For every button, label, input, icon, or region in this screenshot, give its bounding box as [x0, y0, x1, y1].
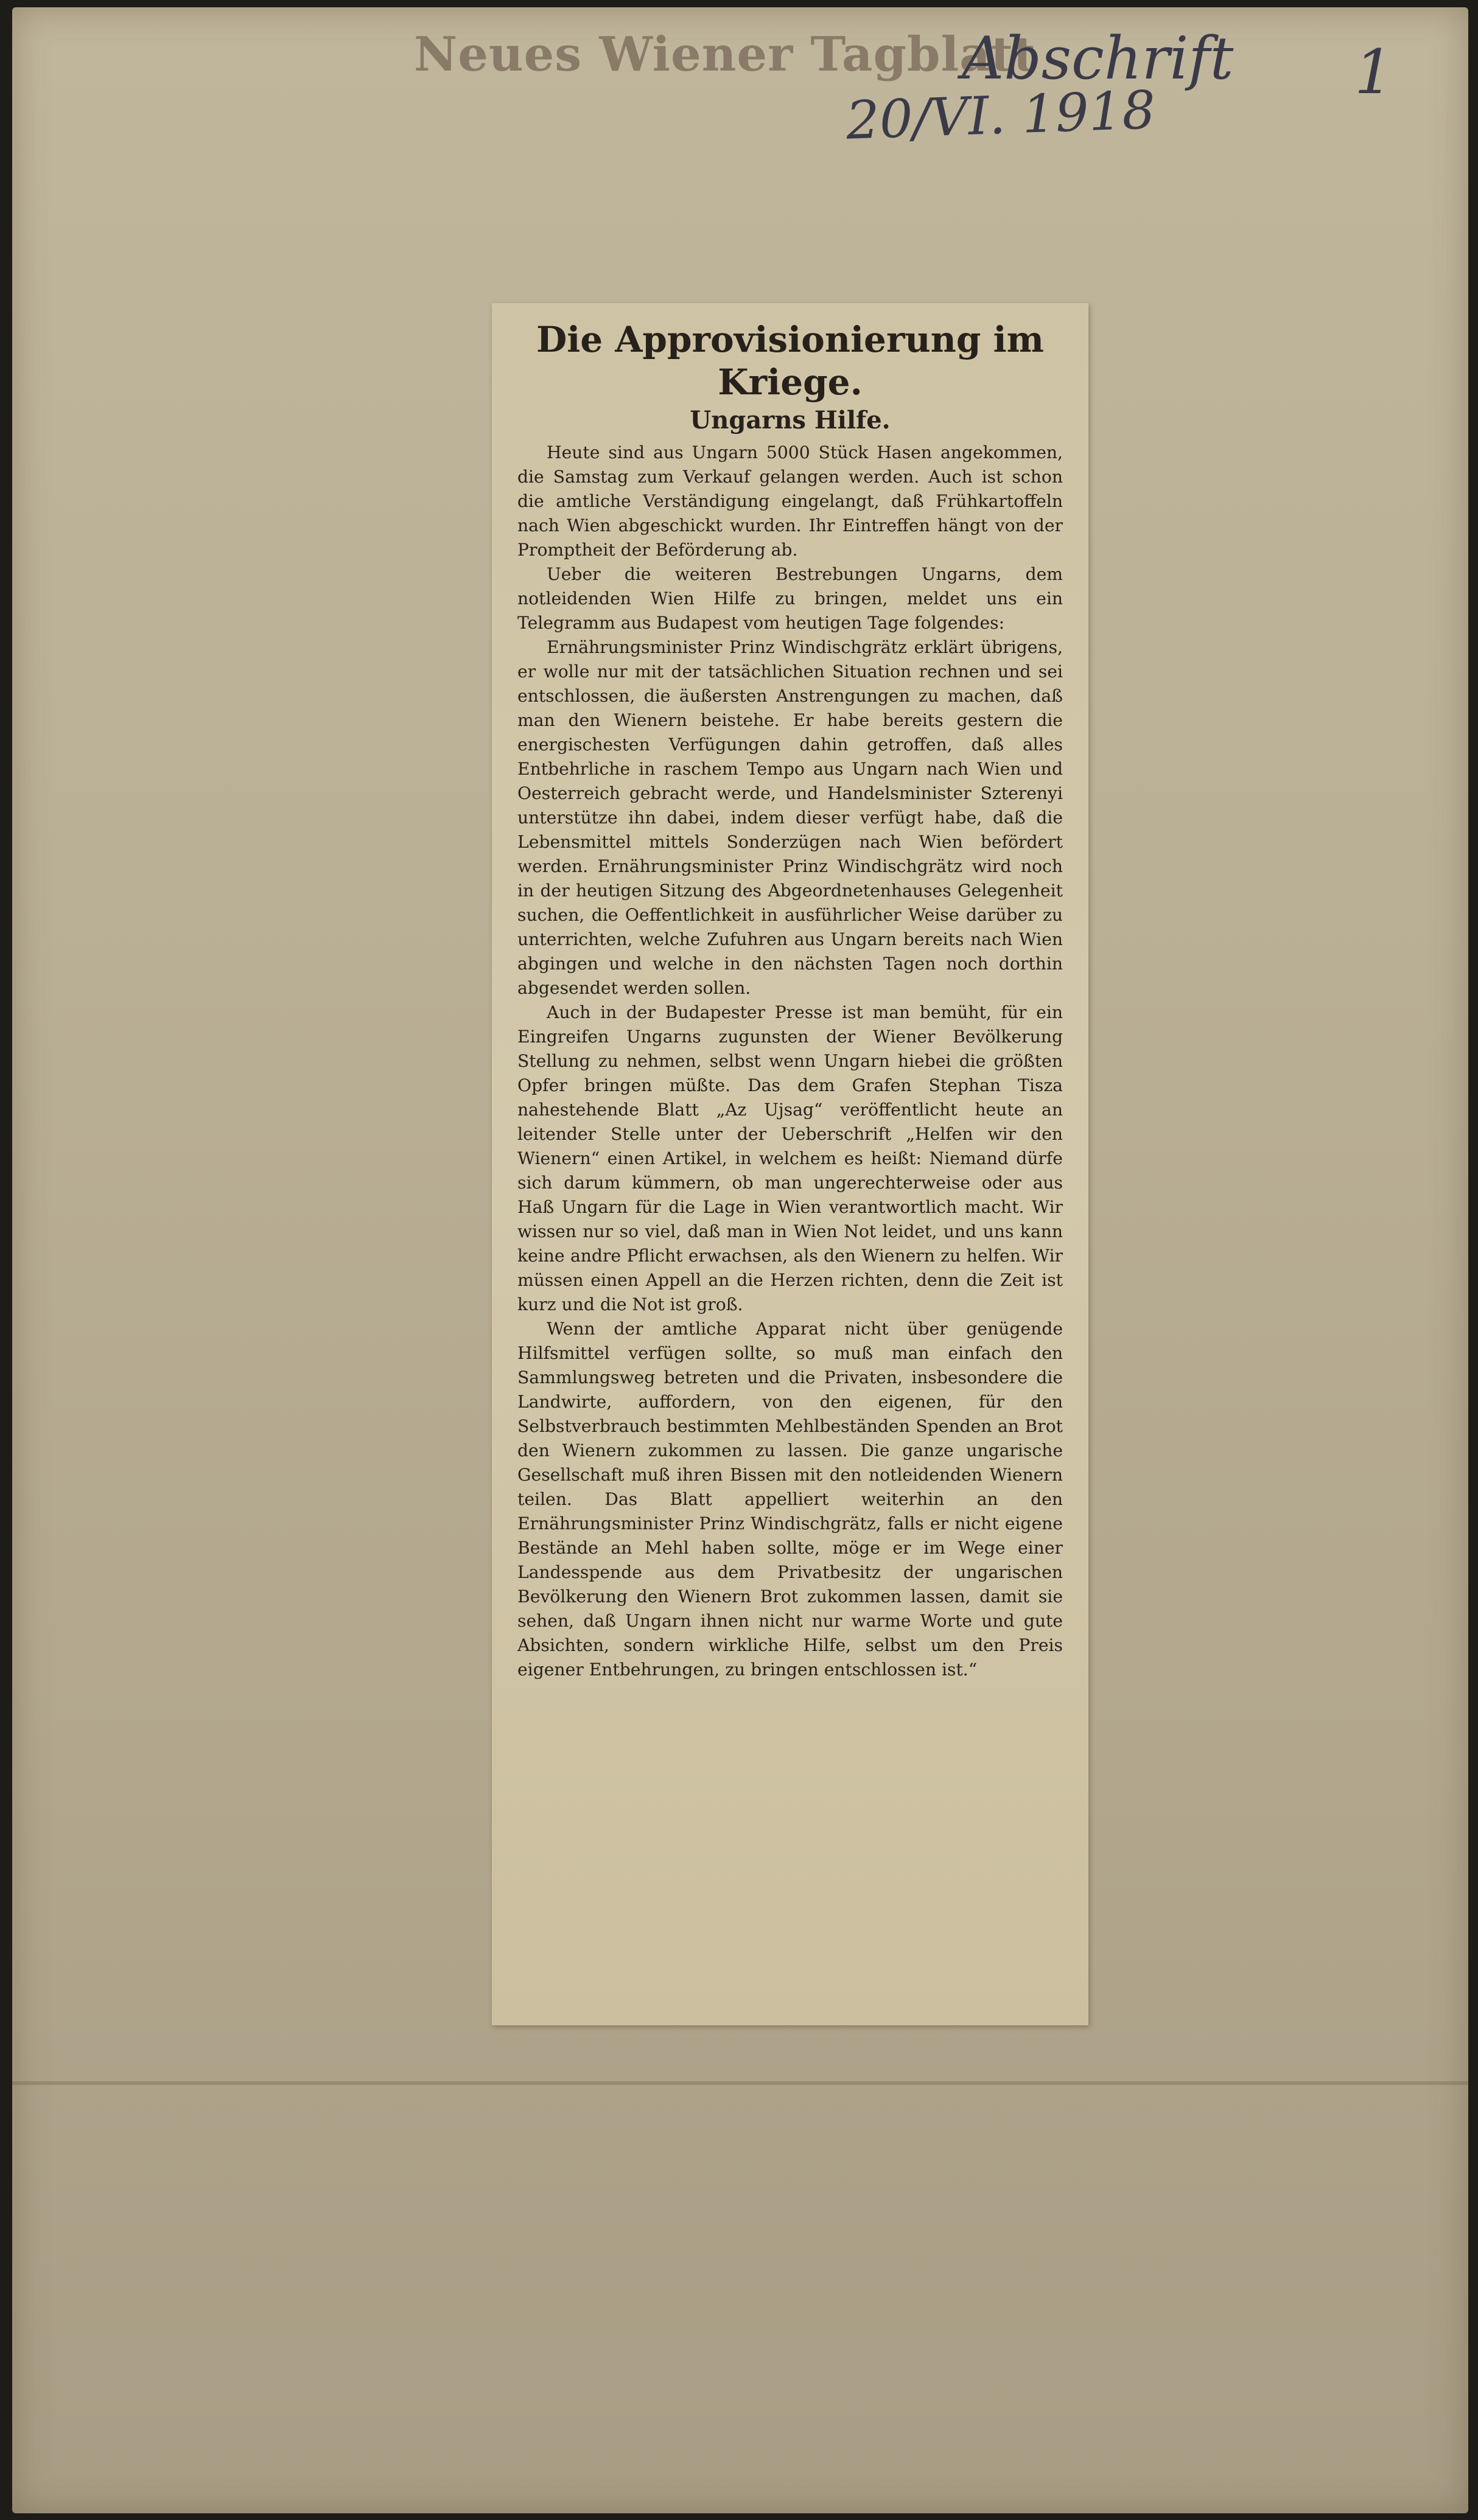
- handwritten-date: 20/VI. 1918: [845, 80, 1157, 152]
- article-paragraph: Ernährungsminister Prinz Windischgrätz erklärt übrigens, er wolle nur mit der tatsächlichen Situation rechnen und sei entschlossen, die äußersten Anstrengungen zu machen, daß man den Wienern beistehe. Er habe bereits gestern die energischesten Verfügungen dahin getroffen, daß alles Entbehrliche in raschem Tempo aus Ungarn nach Wien und Oesterreich gebracht werde, und Handelsminister Szterenyi unterstütze ihn dabei, indem dieser verfügt habe, daß die Lebensmittel mittels Sonderzügen nach Wien befördert werden. Ernährungsminister Prinz Windischgrätz wird noch in der heutigen Sitzung des Abgeordnetenhauses Gelegenheit suchen, die Oeffentlichkeit in ausführlicher Weise darüber zu unterrichten, welche Zufuhren aus Ungarn bereits nach Wien abgingen und welche in den nächsten Tagen noch dorthin abgesendet werden sollen.: [517, 637, 1063, 999]
- article-paragraph: Heute sind aus Ungarn 5000 Stück Hasen angekommen, die Samstag zum Verkauf gelangen werden. Auch ist schon die amtliche Verständigung eingelangt, daß Frühkartoffeln nach Wien abgeschickt wurden. Ihr Eintreffen hängt von der Promptheit der Beförderung ab.: [517, 442, 1063, 560]
- handwritten-page-number: 1: [1354, 37, 1393, 108]
- article-paragraph: Auch in der Budapester Presse ist man bemüht, für ein Eingreifen Ungarns zugunsten der Wiener Bevölkerung Stellung zu nehmen, selbst wenn Ungarn hiebei die größten Opfer bringen müßte. Das dem Grafen Stephan Tisza nahestehende Blatt „Az Ujsag“ veröffentlicht heute an leitender Stelle unter der Ueberschrift „Helfen wir den Wienern“ einen Artikel, in welchem es heißt: Niemand dürfe sich darum kümmern, ob man ungerechterweise oder aus Haß Ungarn für die Lage in Wien verantwortlich macht. Wir wissen nur so viel, daß man in Wien Not leidet, und uns kann keine andre Pflicht erwachsen, als den Wienern zu helfen. Wir müssen einen Appell an die Herzen richten, denn die Zeit ist kurz und die Not ist groß.: [517, 1002, 1063, 1315]
- article-subheadline: Ungarns Hilfe.: [690, 406, 891, 435]
- article-paragraph: Wenn der amtliche Apparat nicht über genügende Hilfsmittel verfügen sollte, so muß man einfach den Sammlungsweg betreten und die Privaten, insbesondere die Landwirte, auffordern, von den eigenen, für den Selbstverbrauch bestimmten Mehlbeständen Spenden an Brot den Wienern zukommen zu lassen. Die ganze ungarische Gesellschaft muß ihren Bissen mit den notleidenden Wienern teilen. Das Blatt appelliert weiterhin an den Ernährungsminister Prinz Windischgrätz, falls er nicht eigene Bestände an Mehl haben sollte, möge er im Wege einer Landesspende aus dem Privatbesitz der ungarischen Bevölkerung den Wienern Brot zukommen lassen, damit sie sehen, daß Ungarn ihnen nicht nur warme Worte und gute Absichten, sondern wirkliche Hilfe, selbst um den Preis eigener Entbehrungen, zu bringen entschlossen ist.“: [517, 1319, 1063, 1680]
- newspaper-clipping: [492, 303, 1088, 2025]
- article-headline: Die Approvisionierung im Kriege.: [536, 319, 1045, 403]
- article-paragraph: Ueber die weiteren Bestrebungen Ungarns, dem notleidenden Wien Hilfe zu bringen, meldet uns ein Telegramm aus Budapest vom heutigen Tage folgendes:: [517, 564, 1063, 633]
- paper-fold-line: [12, 2081, 1468, 2085]
- handwritten-abschrift-note: Abschrift: [962, 24, 1234, 92]
- newspaper-source-stamp: Neues Wiener Tagblatt: [414, 27, 1036, 82]
